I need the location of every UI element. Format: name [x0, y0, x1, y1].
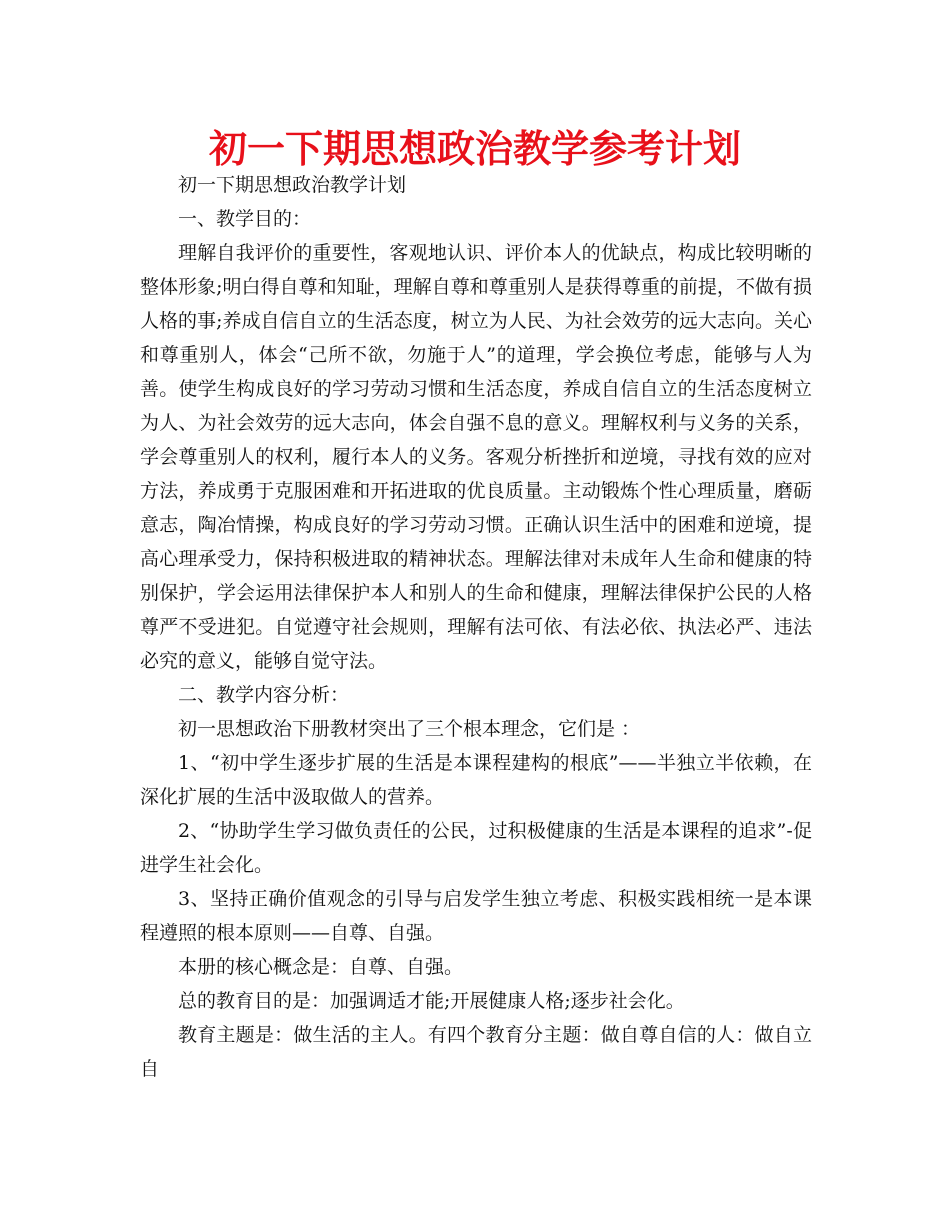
paragraph: 1、“初中学生逐步扩展的生活是本课程建构的根底”——半独立半依赖，在深化扩展的生活中汲取做人的营养。 — [140, 752, 812, 808]
paragraph: 3、坚持正确价值观念的引导与启发学生独立考虑、积极实践相统一是本课程遵照的根本原则——自尊、自强。 — [140, 888, 812, 944]
paragraph: 理解自我评价的重要性，客观地认识、评价本人的优缺点，构成比较明晰的整体形象;明白得自尊和知耻，理解自尊和尊重别人是获得尊重的前提，不做有损人格的事;养成自信自立的生活态度，树立为人民、为社会效劳的远大志向。关心和尊重别人，体会“己所不欲，勿施于人”的道理，学会换位考虑，能够与人为善。使学生构成良好的学习劳动习惯和生活态度，养成自信自立的生活态度树立为人、为社会效劳的远大志向，体会自强不息的意义。理解权利与义务的关系，学会尊重别人的权利，履行本人的义务。客观分析挫折和逆境，寻找有效的应对方法，养成勇于克服困难和开拓进取的优良质量。主动锻炼个性心理质量，磨砺意志，陶冶情操，构成良好的学习劳动习惯。正确认识生活中的困难和逆境，提高心理承受力，保持积极进取的精神状态。理解法律对未成年人生命和健康的特别保护，学会运用法律保护本人和别人的生命和健康，理解法律保护公民的人格尊严不受进犯。自觉遵守社会规则，理解有法可依、有法必依、执法必严、违法必究的意义，能够自觉守法。 — [140, 242, 812, 672]
paragraph: 教育主题是：做生活的主人。有四个教育分主题：做自尊自信的人：做自立自 — [140, 1024, 812, 1080]
paragraph: 一、教学目的： — [178, 208, 312, 230]
paragraph: 总的教育目的是：加强调适才能;开展健康人格;逐步社会化。 — [178, 990, 685, 1012]
paragraph: 二、教学内容分析： — [178, 684, 350, 706]
paragraph: 本册的核心概念是：自尊、自强。 — [178, 956, 464, 978]
paragraph: 初一下期思想政治教学计划 — [178, 174, 407, 196]
paragraph: 初一思想政治下册教材突出了三个根本理念，它们是 ： — [178, 718, 641, 740]
document-title: 初一下期思想政治教学参考计划 — [208, 127, 741, 171]
paragraph: 2、“协助学生学习做负责任的公民，过积极健康的生活是本课程的追求”-促进学生社会化。 — [140, 820, 812, 876]
document-body — [140, 168, 812, 1086]
